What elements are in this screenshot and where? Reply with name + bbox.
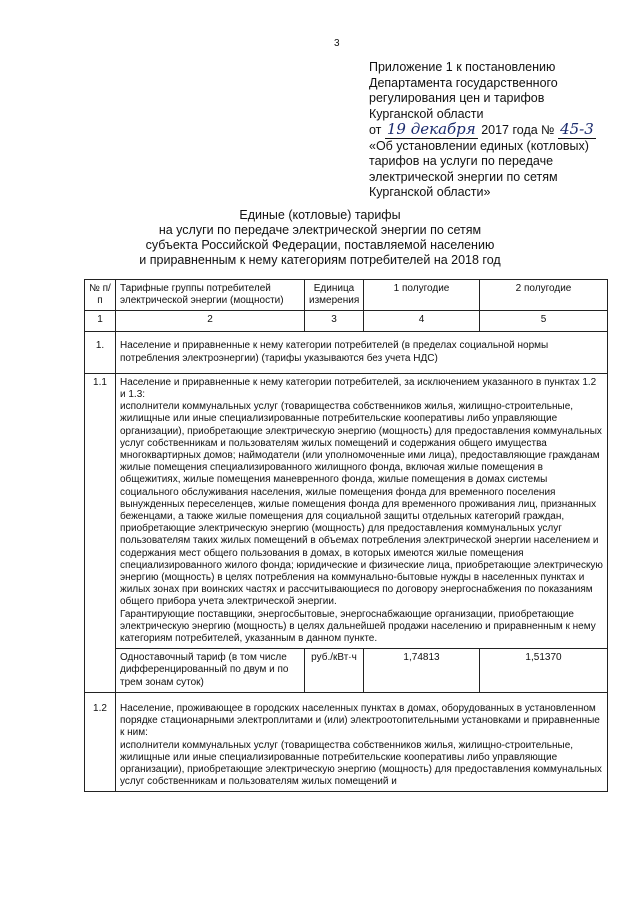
col-number: 5 [480, 311, 608, 332]
column-number-row [85, 311, 608, 332]
appendix-block [369, 60, 619, 201]
page-number: 3 [334, 38, 340, 49]
tariff-h1-value: 1,74813 [364, 649, 480, 693]
row-text-part: Население, проживающее в городских населенных пунктах в домах, оборудованных в установленном порядке стационарными электроплитами и (или) электроотопительными установками и приравненные к ним: [120, 702, 600, 739]
row-text: Население и приравненные к нему категории потребителей (в пределах социальной нормы потребления электроэнергии) (тарифы указываются без учета НДС) [116, 332, 608, 373]
col-number: 4 [364, 311, 480, 332]
table-header-row [85, 280, 608, 311]
date-prefix: от [369, 123, 382, 137]
handwritten-number: 45-3 [560, 120, 594, 138]
title-line: на услуги по передаче электрической энергии по сетям [158, 223, 482, 237]
row-text [116, 692, 608, 791]
date-year: 2017 года № [481, 123, 555, 137]
header-h2: 2 полугодие [480, 280, 608, 311]
table-row-tariff [85, 649, 608, 693]
row-text [116, 373, 608, 648]
col-number: 2 [116, 311, 305, 332]
appendix-line: Департамента государственного [369, 75, 558, 90]
header-h1: 1 полугодие [364, 280, 480, 311]
appendix-subject-line: «Об установлении единых (котловых) [369, 138, 589, 153]
title-line: Единые (котловые) тарифы [239, 208, 401, 222]
row-text-part: Население и приравненные к нему категории потребителей, за исключением указанного в пунктах 1.2 и 1.3: [120, 376, 597, 401]
tariff-h2-value: 1,51370 [480, 649, 608, 693]
row-text-part: исполнители коммунальных услуг (товарищества собственников жилья, жилищно-строительные, жилищные или иные специализированные потребительские кооперативы либо управляющие организации), приобретающие электрическую энергию (мощность) для предоставления коммунальных услуг собственникам и пользователям жилых помещений и содержания общего имущества многоквартирных домов; наймодатели (или уполномоченные ими лица), предоставляющие гражданам жилые помещения специализированного жилищного фонда, включая жилые помещения в общежитиях, жилые помещения маневренного фонда, жилые помещения в домах системы социального обслуживания населения, жилые помещения фонда для временного поселения вынужденных переселенцев, жилые помещения фонда для временного проживания лиц, признанных беженцами, а также жилые помещения для социальной защиты отдельных категорий граждан, приобретающие электрическую энергию (мощность) для предоставления коммунальных услуг пользователям таких жилых помещений в объемах потребления электрической энергии населением и содержания мест общего пользования в домах, в которых имеются жилые помещения специализированного жилого фонда; юридические и физические лица, приобретающие электрическую энергию (мощность) в целях потребления на коммунально-бытовые нужды в населенных пунктах и жилых зонах при воинских частях и рассчитывающиеся по договору энергоснабжения по показаниям общего прибора учета электрической энергии. [120, 401, 603, 608]
row-no: 1.2 [85, 692, 116, 791]
tariff-label: Одноставочный тариф (в том числе дифференцированный по двум и по трем зонам суток) [116, 649, 305, 693]
row-no: 1. [85, 332, 116, 373]
tariff-unit: руб./кВт·ч [305, 649, 364, 693]
row-no: 1.1 [85, 373, 116, 692]
document-title [80, 208, 560, 268]
table-row-section-1-2 [85, 692, 608, 791]
appendix-line: Курганской области [369, 106, 484, 121]
header-group: Тарифные группы потребителей электрической энергии (мощности) [116, 280, 305, 311]
header-unit: Единица измерения [305, 280, 364, 311]
table-row-section-1-1 [85, 373, 608, 648]
appendix-line: Приложение 1 к постановлению [369, 60, 556, 74]
row-text-part: исполнители коммунальных услуг (товарищества собственников жилья, жилищно-строительные, жилищные или иные специализированные потребительские кооперативы либо управляющие организации), приобретающие электрическую энергию (мощность) для предоставления коммунальных услуг собственникам и пользователям жилых помещений и [120, 739, 602, 788]
appendix-line: регулирования цен и тарифов [369, 91, 545, 105]
tariff-table [84, 279, 608, 792]
header-no: № п/п [85, 280, 116, 311]
appendix-subject-line: Курганской области» [369, 185, 491, 199]
appendix-date-line [369, 122, 619, 139]
col-number: 3 [305, 311, 364, 332]
appendix-subject-line: электрической энергии по сетям [369, 169, 558, 184]
title-line: и приравненным к нему категориям потребителей на 2018 год [139, 253, 501, 267]
table-row-section-1 [85, 332, 608, 373]
handwritten-date: 19 декабря [386, 120, 476, 138]
row-text-part: Гарантирующие поставщики, энергосбытовые, энергоснабжающие организации, приобретающие электрическую энергию (мощность) в целях дальнейшей продажи населению и приравненным к нему категориям потребителей, указанным в данном пункте. [120, 608, 596, 645]
title-line: субъекта Российской Федерации, поставляемой населению [145, 238, 495, 252]
appendix-subject-line: тарифов на услуги по передаче [369, 154, 554, 168]
col-number: 1 [85, 311, 116, 332]
